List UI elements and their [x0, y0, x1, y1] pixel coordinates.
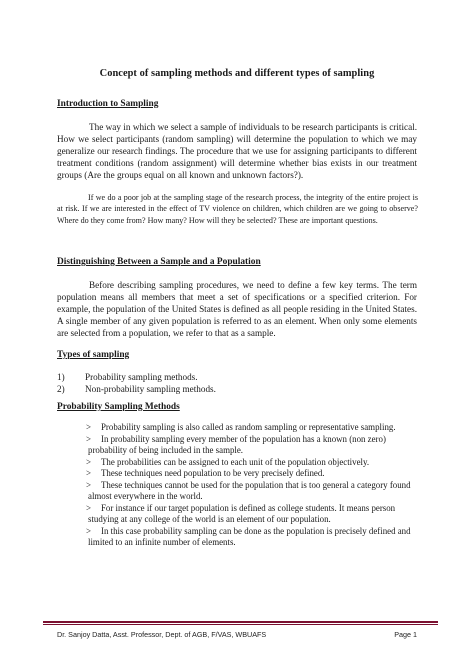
list-item	[88, 457, 418, 469]
list-item-text: The probabilities can be assigned to each unit of the population objectively.	[101, 456, 370, 467]
list-item	[88, 468, 418, 480]
bullet-marker: >	[86, 468, 92, 478]
intro-paragraph-2	[57, 192, 418, 226]
document-title: Concept of sampling methods and different types of sampling	[99, 68, 375, 79]
list-item	[57, 371, 216, 383]
probability-heading: Probability Sampling Methods	[57, 402, 180, 412]
types-heading: Types of sampling	[57, 350, 130, 360]
list-item	[88, 480, 418, 503]
probability-list	[88, 422, 418, 549]
footer-rule-thin	[43, 624, 438, 625]
bullet-marker: >	[86, 479, 92, 490]
list-item	[88, 526, 418, 549]
distinguishing-paragraph	[57, 279, 417, 339]
list-item	[57, 383, 216, 395]
list-item-text: These techniques need population to be very precisely defined.	[101, 468, 325, 478]
list-item-text: For instance if our target population is defined as college students. It means person studying at any college of the world is an element of our population.	[88, 502, 396, 524]
footer-author: Dr. Sanjoy Datta, Asst. Professor, Dept. of AGB, F/VAS, WBUAFS	[57, 630, 267, 639]
list-item-text: Non-probability sampling methods.	[85, 384, 216, 394]
bullet-marker: >	[86, 456, 92, 467]
intro-paragraph-1-text: The way in which we select a sample of individuals to be research participants is critical. How we select participants (random sampling) will determine the population to which we may generalize our research findings. The procedure that we use for assigning participants to different treatment conditions (random assignment) will determine whether bias exists in our treatment groups (Are the groups equal on all known and unknown factors?).	[57, 122, 417, 181]
list-item	[88, 503, 418, 526]
types-list	[57, 371, 216, 395]
footer-rule	[43, 621, 438, 623]
list-item-text: Probability sampling methods.	[85, 372, 198, 382]
list-number: 1)	[57, 372, 65, 382]
intro-paragraph-2-text: If we do a poor job at the sampling stage of the research process, the integrity of the entire project is at risk. If we are interested in the effect of TV violence on children, which children are we going to observe? Where do they come from? How many? How will they be selected? These are important questions.	[57, 193, 418, 225]
list-item	[88, 434, 418, 457]
bullet-marker: >	[86, 502, 92, 513]
list-item-text: In this case probability sampling can be done as the population is precisely defined and limited to an infinite number of elements.	[88, 525, 411, 547]
list-item-text: In probability sampling every member of the population has a known (non zero) probability of being included in the sample.	[88, 433, 386, 455]
bullet-marker: >	[86, 422, 92, 432]
distinguishing-heading: Distinguishing Between a Sample and a Population	[57, 257, 261, 267]
list-item-text: These techniques cannot be used for the population that is too general a category found almost everywhere in the world.	[88, 479, 411, 501]
bullet-marker: >	[86, 525, 92, 536]
list-item	[88, 422, 418, 434]
list-item-text: Probability sampling is also called as random sampling or representative sampling.	[101, 422, 396, 432]
intro-heading: Introduction to Sampling	[57, 99, 159, 109]
page-number: Page 1	[394, 630, 417, 639]
intro-paragraph-1	[57, 121, 417, 181]
distinguishing-paragraph-text: Before describing sampling procedures, we need to define a few key terms. The term population means all members that meet a set of specifications or a specified criterion. For example, the population of the United States is defined as all people residing in the United States. A single member of any given population is referred to as an element. When only some elements are selected from a population, we refer to that as a sample.	[57, 280, 417, 339]
bullet-marker: >	[86, 433, 92, 444]
list-number: 2)	[57, 384, 65, 394]
